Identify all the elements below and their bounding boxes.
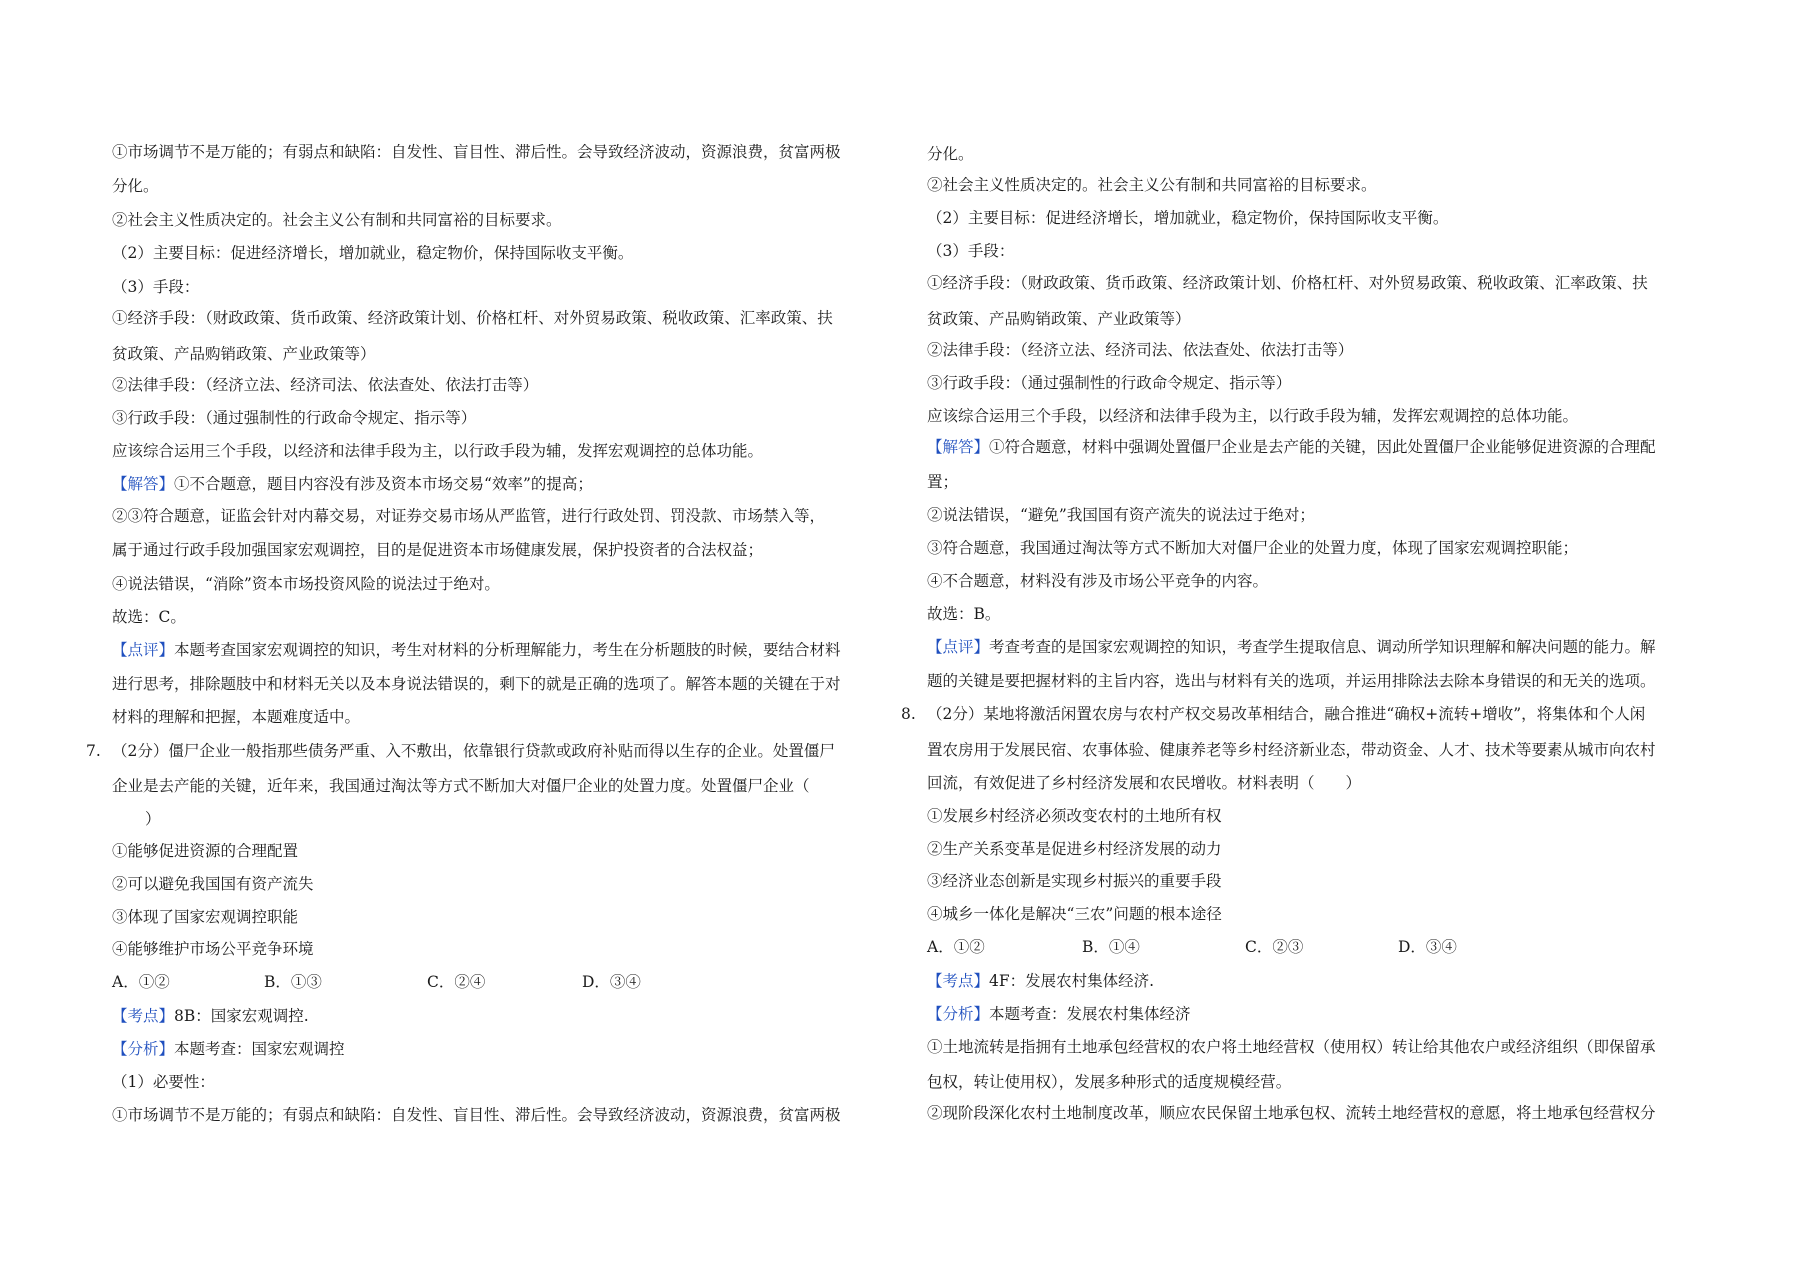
answer-line: 【解答】①符合题意，材料中强调处置僵尸企业是去产能的关键，因此处置僵尸企业能够促进资源的合理配: [927, 438, 1656, 456]
option-a: A．①②: [927, 938, 985, 956]
analysis-line: 【分析】本题考查：国家宏观调控: [112, 1040, 345, 1058]
text-line: ①经济手段：（财政政策、货币政策、经济政策计划、价格杠杆、对外贸易政策、税收政策、汇率政策、扶: [927, 274, 1648, 292]
text-line: 分化。: [927, 145, 974, 163]
text-line: 分化。: [112, 177, 159, 195]
option-c: C．②③: [1245, 938, 1304, 956]
text-line: 应该综合运用三个手段，以经济和法律手段为主，以行政手段为辅，发挥宏观调控的总体功能。: [927, 407, 1579, 425]
statement-1: ①发展乡村经济必须改变农村的土地所有权: [927, 807, 1222, 825]
exam-point-line: 【考点】8B：国家宏观调控.: [112, 1007, 309, 1025]
text-line: ②社会主义性质决定的。社会主义公有制和共同富裕的目标要求。: [112, 211, 562, 229]
analysis-line: 【分析】本题考查：发展农村集体经济: [927, 1005, 1191, 1023]
statement-1: ①能够促进资源的合理配置: [112, 842, 299, 860]
statement-3: ③体现了国家宏观调控职能: [112, 908, 299, 926]
text-line: （2）主要目标：促进经济增长，增加就业，稳定物价，保持国际收支平衡。: [927, 209, 1449, 227]
text-line: ②法律手段：（经济立法、经济司法、依法查处、依法打击等）: [927, 341, 1354, 359]
exam-point-tag: 【考点】: [927, 972, 990, 990]
text-line: 故选：B。: [927, 605, 1001, 623]
question-number: 8.: [901, 705, 916, 723]
comment-line: 【点评】本题考查国家宏观调控的知识，考生对材料的分析理解能力，考生在分析题肢的时候，要结合材料: [112, 641, 841, 659]
text-line: ②现阶段深化农村土地制度改革，顺应农民保留土地承包权、流转土地经营权的意愿，将土地承包经营权分: [927, 1104, 1656, 1122]
statement-4: ④城乡一体化是解决“三农”问题的根本途径: [927, 905, 1222, 923]
statement-2: ②可以避免我国国有资产流失: [112, 875, 314, 893]
text-line: ①土地流转是指拥有土地承包经营权的农户将土地经营权（使用权）转让给其他农户或经济组织（即保留承: [927, 1038, 1656, 1056]
statement-3: ③经济业态创新是实现乡村振兴的重要手段: [927, 872, 1222, 890]
text-line: 包权，转让使用权），发展多种形式的适度规模经营。: [927, 1073, 1292, 1091]
text-line: ②法律手段：（经济立法、经济司法、依法查处、依法打击等）: [112, 376, 539, 394]
analysis-tag: 【分析】: [112, 1040, 175, 1058]
text-line: （2）主要目标：促进经济增长，增加就业，稳定物价，保持国际收支平衡。: [112, 244, 634, 262]
comment-tag: 【点评】: [927, 638, 990, 656]
text-line: 进行思考，排除题肢中和材料无关以及本身说法错误的，剩下的就是正确的选项了。解答本题的关键在于对: [112, 675, 841, 693]
text-line: ④说法错误，“消除”资本市场投资风险的说法过于绝对。: [112, 575, 500, 593]
comment-line: 【点评】考查考查的是国家宏观调控的知识，考查学生提取信息、调动所学知识理解和解决问题的能力。解: [927, 638, 1656, 656]
text-line: ③行政手段：（通过强制性的行政命令规定、指示等）: [927, 374, 1292, 392]
text-line: 题的关键是要把握材料的主旨内容，选出与材料有关的选项，并运用排除法去除本身错误的和无关的选项。: [927, 672, 1656, 690]
text-line: （1）必要性：: [112, 1073, 215, 1091]
option-c: C．②④: [427, 973, 486, 991]
answer-tag: 【解答】: [927, 438, 990, 456]
text-line: 故选：C。: [112, 608, 186, 626]
text-line: ②③符合题意，证监会针对内幕交易，对证券交易市场从严监管，进行行政处罚、罚没款、市场禁入等，: [112, 507, 826, 525]
text-line: 属于通过行政手段加强国家宏观调控，目的是促进资本市场健康发展，保护投资者的合法权益；: [112, 541, 764, 559]
comment-tag: 【点评】: [112, 641, 175, 659]
exam-point-line: 【考点】4F：发展农村集体经济.: [927, 972, 1155, 990]
statement-4: ④能够维护市场公平竞争环境: [112, 940, 314, 958]
text-line: ③行政手段：（通过强制性的行政命令规定、指示等）: [112, 409, 477, 427]
text-line: ①市场调节不是万能的；有弱点和缺陷：自发性、盲目性、滞后性。会导致经济波动，资源浪费，贫富两极: [112, 143, 841, 161]
option-d: D．③④: [582, 973, 641, 991]
option-b: B．①③: [264, 973, 322, 991]
text-line: ①市场调节不是万能的；有弱点和缺陷：自发性、盲目性、滞后性。会导致经济波动，资源浪费，贫富两极: [112, 1106, 841, 1124]
text-line: ②社会主义性质决定的。社会主义公有制和共同富裕的目标要求。: [927, 176, 1377, 194]
text-line: 材料的理解和把握，本题难度适中。: [112, 708, 361, 726]
question-number: 7.: [86, 742, 101, 760]
text-line: 回流，有效促进了乡村经济发展和农民增收。材料表明（ ）: [927, 774, 1362, 792]
text-line: 贫政策、产品购销政策、产业政策等）: [927, 310, 1191, 328]
option-a: A．①②: [112, 973, 170, 991]
text-line: 置农房用于发展民宿、农事体验、健康养老等乡村经济新业态，带动资金、人才、技术等要素从城市向农村: [927, 741, 1656, 759]
answer-line: 【解答】①不合题意，题目内容没有涉及资本市场交易“效率”的提高；: [112, 475, 593, 493]
text-line: ④不合题意，材料没有涉及市场公平竞争的内容。: [927, 572, 1269, 590]
text-line: 应该综合运用三个手段，以经济和法律手段为主，以行政手段为辅，发挥宏观调控的总体功能。: [112, 442, 764, 460]
option-b: B．①④: [1082, 938, 1140, 956]
text-line: ①经济手段：（财政政策、货币政策、经济政策计划、价格杠杆、对外贸易政策、税收政策、汇率政策、扶: [112, 309, 833, 327]
exam-point-tag: 【考点】: [112, 1007, 175, 1025]
text-line: 企业是去产能的关键，近年来，我国通过淘汰等方式不断加大对僵尸企业的处置力度。处置僵尸企业（: [112, 777, 810, 795]
statement-2: ②生产关系变革是促进乡村经济发展的动力: [927, 840, 1222, 858]
text-line: ③符合题意，我国通过淘汰等方式不断加大对僵尸企业的处置力度，体现了国家宏观调控职能；: [927, 539, 1579, 557]
option-d: D．③④: [1398, 938, 1457, 956]
text-line: ②说法错误，“避免”我国国有资产流失的说法过于绝对；: [927, 506, 1315, 524]
text-line: （3）手段：: [927, 242, 1015, 260]
text-line: ）: [145, 810, 161, 828]
analysis-tag: 【分析】: [927, 1005, 990, 1023]
text-line: 贫政策、产品购销政策、产业政策等）: [112, 345, 376, 363]
answer-tag: 【解答】: [112, 475, 175, 493]
text-line: （3）手段：: [112, 278, 200, 296]
text-line: 置；: [927, 473, 959, 491]
question-8-line: 8. （2分）某地将激活闲置农房与农村产权交易改革相结合，融合推进“确权+流转+增收”，将集体和个人闲: [901, 705, 1646, 723]
question-7-line: 7. （2分）僵尸企业一般指那些债务严重、入不敷出，依靠银行贷款或政府补贴而得以生存的企业。处置僵尸: [86, 742, 835, 760]
